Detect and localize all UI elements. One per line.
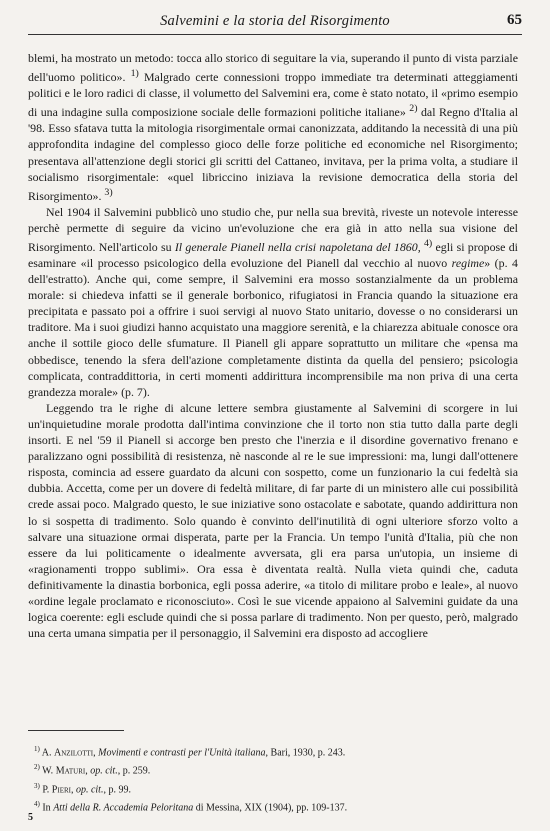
author-name: Maturi xyxy=(55,765,86,777)
italic-text: Movimenti e contrasti per l'Unità italiana xyxy=(98,747,266,759)
footnote: $^{3)}$ P. Pieri, op. cit., p. 99. xyxy=(34,781,131,795)
running-header xyxy=(28,10,522,35)
italic-text: op. cit. xyxy=(75,783,104,795)
paragraph: Nel 1904 il Salvemini pubblicò uno studio che, pur nella sua brevità, riveste un notevole interesse perchè permette di seguire da vicino un'evoluzione che era già in atto nella sua visione del Risorgimento. Nell'articolo su Il generale Pianell nella crisi napoletana del 1860, $^{4)}$ egli si propose di esaminare «il processo psicologico della evoluzione del Pianell dal vecchio al nuovo regime» (p. 4 dell'estratto). Anche qui, come sempre, il Salvemini era mosso sostanzialmente da un problema morale: si chiedeva infatti se il generale borbonico, rifugiatosi in Francia quando la situazione era precipitata e passato poi a offrire i suoi servigi al nuovo Stato unitario, dovesse o no considerarsi un traditore. Ma i suoi giudizi hanno acquistato una maggiore serenità, e la chiarezza abituale conosce ora anche il sottile gioco delle sfumature. Il Pianell gli appare soprattutto un militare che «pensa ma obbedisce, tenendo la sfera dell'azione completamente distinta da quella del pensiero; psicologia complicata, contraddittoria, in certi momenti addirittura incomprensibile ma non priva di una certa grandezza morale» (p. 7). xyxy=(28,204,518,399)
footnote: $^{1)}$ A. Anzilotti, Movimenti e contrasti per l'Unità italiana, Bari, 1930, p. 243. xyxy=(34,745,346,759)
italic-text: Atti della R. Accademia Peloritana xyxy=(53,802,194,814)
footnote: $^{2)}$ W. Maturi, op. cit., p. 259. xyxy=(34,763,151,777)
footnote-ref: 3) xyxy=(104,186,113,198)
paragraph: Leggendo tra le righe di alcune lettere sembra giustamente al Salvemini di scorgere in lui un'inquietudine morale prodotta dall'intima convinzione che il torto non stia tutto dalla parte degli insorti. E nel '59 il Pianell si accorge ben presto che l'inerzia e il disordine governativo frenano e paralizzano ogni possibilità di resistenza, nè nasconde al re le sue impressioni: ma, lungi dall'ottenere risposta, comincia ad essere guardato da alcuni con sospetto, come un funzionario la cui fedeltà sia dubbia. Accetta, come per un dovere di fedeltà militare, di far parte di un ministero alle cui possibilità crede assai poco. Malgrado questo, le sue iniziative sono ostacolate e sabotate, quando addirittura non lo si sospetta di tradimento. Solo quando è convinto dell'inutilità di ogni ulteriore sforzo volto a salvare una situazione ormai disperata, parte per la Francia. Un tempo l'unità d'Italia, più che non essere da lui politicamente o idealmente avversata, gli era parsa un'utopia, un insieme di «ragionamenti troppo sublimi». Ora essa è diventata realtà. Nulla vieta quindi che, caduta definitivamente la dinastia borbonica, egli possa aderire, «a titolo di militare probo e leale», al nuovo «ordine legale proclamato e riconosciuto». Così le sue vicende appaiono al Salvemini guidate da una logica coerente: egli esclude quindi che si possa parlare di tradimento. Non per questo, però, malgrado una certa umana simpatia per il personaggio, il Salvemini era disposto ad accogliere xyxy=(28,400,518,641)
page-number: 65 xyxy=(507,12,522,28)
italic-text: regime xyxy=(451,256,485,270)
signature-mark: 5 xyxy=(28,812,33,823)
italic-text: Il generale Pianell nella crisi napoletana del 1860, xyxy=(174,239,421,254)
paragraph: blemi, ha mostrato un metodo: tocca allo storico di seguitare la via, superando il punto di vista parziale dell'uomo politico». $^{1)}$ Malgrado certe connessioni troppo immediate tra determinati atteggiamenti politici e le loro radici di classe, il volumetto del Salvemini era, come è stato notato, il «primo esempio di una indagine sulla composizione sociale delle formazioni politiche italiane» $^{2)}$ dal Regno d'Italia al '98. Esso sfatava tutta la mitologia risorgimentale ormai canonizzata, additando la necessità di una più approfondita indagine del complesso gioco delle forze politiche ed economiche nel Risorgimento; presentava all'attenzione degli storici gli scritti del Cattaneo, invitava, per la prima volta, a studiare il socialismo risorgimentale: «quel libriccino iniziava la revisione democratica della storia del Risorgimento». $^{3)}$ xyxy=(28,51,519,203)
footnote-number: 2) xyxy=(34,763,40,772)
footnote-rule xyxy=(28,730,124,731)
footnote: $^{4)}$ In Atti della R. Accademia Peloritana di Messina, XIX (1904), pp. 109-137. xyxy=(34,799,348,814)
running-title: Salvemini e la storia del Risorgimento xyxy=(160,13,390,29)
author-name: Pieri xyxy=(51,783,71,795)
footnote-ref: 1) xyxy=(130,68,139,80)
italic-text: op. cit. xyxy=(90,765,118,777)
footnote-number: 3) xyxy=(34,781,40,790)
footnotes xyxy=(34,742,514,815)
author-name: Anzilotti xyxy=(54,747,94,759)
body-text xyxy=(28,50,518,641)
footnote-ref: 2) xyxy=(409,103,418,115)
footnote-number: 1) xyxy=(34,745,40,753)
footnote-ref: 4) xyxy=(423,237,433,249)
footnote-number: 4) xyxy=(34,799,40,808)
